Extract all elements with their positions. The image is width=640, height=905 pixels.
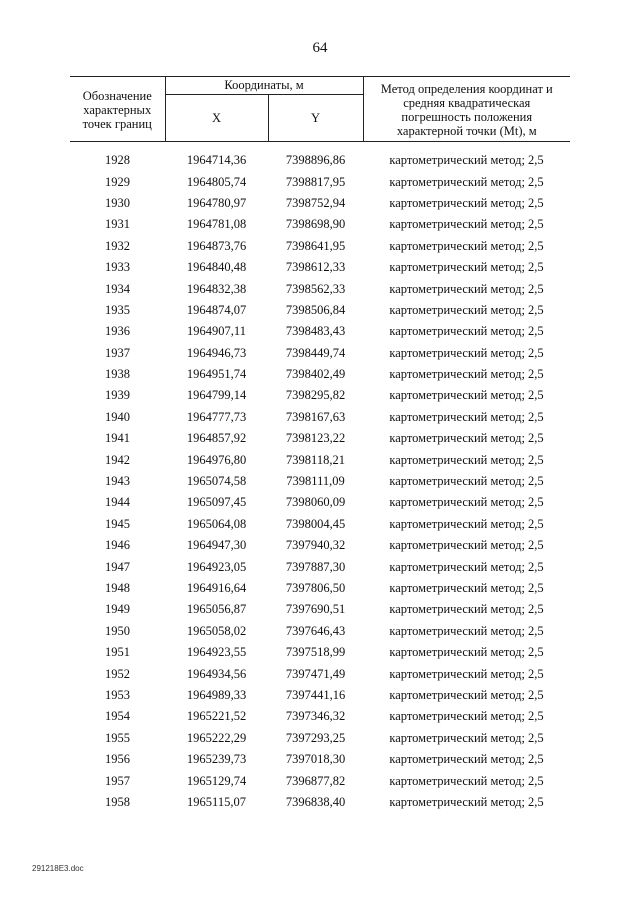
y-coordinate-cell: 7397441,16 [285, 687, 346, 702]
method-cell: картометрический метод; 2,5 [389, 602, 544, 617]
header-y: Y [268, 94, 363, 141]
table-row [70, 492, 570, 513]
table-row [70, 728, 570, 749]
table-row [70, 706, 570, 727]
y-coordinate-cell: 7398295,82 [285, 388, 346, 403]
x-coordinate-cell: 1964947,30 [186, 538, 247, 553]
method-cell: картометрический метод; 2,5 [389, 153, 544, 168]
point-number-cell: 1955 [105, 730, 130, 745]
y-coordinate-cell: 7398123,22 [285, 431, 346, 446]
table-row [70, 685, 570, 706]
method-cell: картометрический метод; 2,5 [389, 388, 544, 403]
header-coordinates: Координаты, м [165, 77, 363, 95]
table-row [70, 514, 570, 535]
method-cell: картометрический метод; 2,5 [389, 281, 544, 296]
method-cell: картометрический метод; 2,5 [389, 687, 544, 702]
method-cell: картометрический метод; 2,5 [389, 709, 544, 724]
method-cell: картометрический метод; 2,5 [389, 195, 544, 210]
coordinates-table [70, 76, 570, 813]
point-number-cell: 1934 [105, 281, 130, 296]
table-row [70, 535, 570, 556]
point-number-cell: 1945 [105, 516, 130, 531]
x-coordinate-cell: 1964934,56 [186, 666, 247, 681]
x-coordinate-cell: 1965058,02 [186, 623, 247, 638]
x-coordinate-cell: 1964857,92 [186, 431, 247, 446]
point-number-cell: 1944 [105, 495, 130, 510]
table-row [70, 257, 570, 278]
table-row [70, 236, 570, 257]
method-cell: картометрический метод; 2,5 [389, 409, 544, 424]
y-coordinate-cell: 7397646,43 [285, 623, 346, 638]
x-coordinate-cell: 1965129,74 [186, 773, 247, 788]
table-row [70, 428, 570, 449]
point-number-cell: 1939 [105, 388, 130, 403]
header-x: X [165, 94, 268, 141]
y-coordinate-cell: 7398118,21 [286, 452, 345, 467]
table-row [70, 556, 570, 577]
method-cell: картометрический метод; 2,5 [389, 538, 544, 553]
y-coordinate-cell: 7397471,49 [285, 666, 346, 681]
y-coordinate-cell: 7398641,95 [285, 238, 346, 253]
point-number-cell: 1952 [105, 666, 130, 681]
point-number-cell: 1953 [105, 687, 130, 702]
point-number-cell: 1931 [105, 217, 130, 232]
y-coordinate-cell: 7397887,30 [285, 559, 346, 574]
y-coordinate-cell: 7397518,99 [285, 645, 346, 660]
point-number-cell: 1950 [105, 623, 130, 638]
y-coordinate-cell: 7398483,43 [285, 324, 346, 339]
point-number-cell: 1947 [105, 559, 130, 574]
y-coordinate-cell: 7398562,33 [285, 281, 346, 296]
table-row [70, 214, 570, 235]
point-number-cell: 1946 [105, 538, 130, 553]
y-coordinate-cell: 7398612,33 [285, 260, 346, 275]
x-coordinate-cell: 1965097,45 [186, 495, 247, 510]
x-coordinate-cell: 1964907,11 [187, 324, 246, 339]
y-coordinate-cell: 7397940,32 [285, 538, 346, 553]
table-row [70, 599, 570, 620]
table-row [70, 578, 570, 599]
y-coordinate-cell: 7396838,40 [285, 794, 346, 809]
point-number-cell: 1930 [105, 195, 130, 210]
y-coordinate-cell: 7398004,45 [285, 516, 346, 531]
x-coordinate-cell: 1964946,73 [186, 345, 247, 360]
table-row [70, 749, 570, 770]
point-number-cell: 1937 [105, 345, 130, 360]
y-coordinate-cell: 7398506,84 [285, 302, 346, 317]
point-number-cell: 1943 [105, 474, 130, 489]
x-coordinate-cell: 1964777,73 [186, 409, 247, 424]
point-number-cell: 1928 [105, 153, 130, 168]
y-coordinate-cell: 7398896,86 [285, 153, 346, 168]
table-row [70, 171, 570, 192]
x-coordinate-cell: 1964714,36 [186, 153, 247, 168]
point-number-cell: 1954 [105, 709, 130, 724]
table-row [70, 471, 570, 492]
x-coordinate-cell: 1964923,55 [186, 645, 247, 660]
point-number-cell: 1951 [105, 645, 130, 660]
table-body [70, 142, 570, 814]
x-coordinate-cell: 1965221,52 [186, 709, 247, 724]
table-row [70, 343, 570, 364]
y-coordinate-cell: 7397346,32 [285, 709, 346, 724]
point-number-cell: 1940 [105, 409, 130, 424]
point-number-cell: 1942 [105, 452, 130, 467]
y-coordinate-cell: 7398817,95 [285, 174, 346, 189]
x-coordinate-cell: 1965056,87 [186, 602, 247, 617]
y-coordinate-cell: 7396877,82 [285, 773, 346, 788]
x-coordinate-cell: 1965074,58 [186, 474, 247, 489]
method-cell: картометрический метод; 2,5 [389, 516, 544, 531]
point-number-cell: 1936 [105, 324, 130, 339]
point-number-cell: 1958 [105, 794, 130, 809]
x-coordinate-cell: 1965064,08 [186, 516, 247, 531]
table-row [70, 321, 570, 342]
y-coordinate-cell: 7398111,09 [286, 474, 345, 489]
method-cell: картометрический метод; 2,5 [389, 581, 544, 595]
y-coordinate-cell: 7397806,50 [285, 581, 346, 595]
y-coordinate-cell: 7398449,74 [285, 345, 346, 360]
x-coordinate-cell: 1964976,80 [186, 452, 247, 467]
table-row [70, 150, 570, 171]
table-row [70, 364, 570, 385]
x-coordinate-cell: 1964805,74 [186, 174, 247, 189]
table-row [70, 642, 570, 663]
x-coordinate-cell: 1965239,73 [186, 752, 247, 767]
method-cell: картометрический метод; 2,5 [389, 174, 544, 189]
x-coordinate-cell: 1964781,08 [186, 217, 247, 232]
y-coordinate-cell: 7398060,09 [285, 495, 346, 510]
table-row [70, 407, 570, 428]
point-number-cell: 1938 [105, 367, 130, 382]
header-designation: Обозначение характерных точек границ [70, 77, 165, 142]
method-cell: картометрический метод; 2,5 [389, 474, 544, 489]
method-cell: картометрический метод; 2,5 [389, 559, 544, 574]
table-row [70, 449, 570, 470]
method-cell: картометрический метод; 2,5 [389, 217, 544, 232]
method-cell: картометрический метод; 2,5 [389, 324, 544, 339]
x-coordinate-cell: 1964840,48 [186, 260, 247, 275]
x-coordinate-cell: 1964923,05 [186, 559, 247, 574]
y-coordinate-cell: 7398167,63 [285, 409, 346, 424]
x-coordinate-cell: 1964951,74 [186, 367, 247, 382]
x-coordinate-cell: 1964799,14 [186, 388, 247, 403]
method-cell: картометрический метод; 2,5 [389, 645, 544, 660]
method-cell: картометрический метод; 2,5 [389, 773, 544, 788]
table-row [70, 385, 570, 406]
method-cell: картометрический метод; 2,5 [389, 431, 544, 446]
method-cell: картометрический метод; 2,5 [389, 302, 544, 317]
x-coordinate-cell: 1964832,38 [186, 281, 247, 296]
footer-file-code: 291218E3.doc [32, 864, 84, 873]
x-coordinate-cell: 1964916,64 [186, 581, 247, 595]
x-coordinate-cell: 1964874,07 [186, 302, 247, 317]
y-coordinate-cell: 7398698,90 [285, 217, 346, 232]
method-cell: картометрический метод; 2,5 [389, 794, 544, 809]
table-row [70, 663, 570, 684]
method-cell: картометрический метод; 2,5 [389, 666, 544, 681]
table-row [70, 770, 570, 791]
method-cell: картометрический метод; 2,5 [389, 623, 544, 638]
point-number-cell: 1948 [105, 581, 130, 595]
y-coordinate-cell: 7397293,25 [285, 730, 346, 745]
table-row [70, 792, 570, 813]
table-header [70, 77, 570, 142]
y-coordinate-cell: 7397018,30 [285, 752, 346, 767]
x-coordinate-cell: 1964780,97 [186, 195, 247, 210]
point-number-cell: 1932 [105, 238, 130, 253]
point-number-cell: 1941 [105, 431, 130, 446]
method-cell: картометрический метод; 2,5 [389, 730, 544, 745]
page-number: 64 [312, 40, 328, 56]
method-cell: картометрический метод; 2,5 [389, 752, 544, 767]
y-coordinate-cell: 7398402,49 [285, 367, 346, 382]
table-row [70, 300, 570, 321]
method-cell: картометрический метод; 2,5 [389, 367, 544, 382]
table-row [70, 278, 570, 299]
x-coordinate-cell: 1964989,33 [186, 687, 247, 702]
point-number-cell: 1956 [105, 752, 130, 767]
point-number-cell: 1933 [105, 260, 130, 275]
x-coordinate-cell: 1965222,29 [186, 730, 247, 745]
header-spacer [70, 142, 570, 151]
table-row [70, 621, 570, 642]
method-cell: картометрический метод; 2,5 [389, 452, 544, 467]
y-coordinate-cell: 7398752,94 [285, 195, 346, 210]
point-number-cell: 1929 [105, 174, 130, 189]
header-method: Метод определения координат и средняя квадратическая погрешность положения характерной точки (Mt), м [363, 77, 570, 142]
method-cell: картометрический метод; 2,5 [389, 345, 544, 360]
y-coordinate-cell: 7397690,51 [285, 602, 346, 617]
point-number-cell: 1935 [105, 302, 130, 317]
x-coordinate-cell: 1964873,76 [186, 238, 247, 253]
table-row [70, 193, 570, 214]
point-number-cell: 1957 [105, 773, 130, 788]
x-coordinate-cell: 1965115,07 [187, 794, 246, 809]
method-cell: картометрический метод; 2,5 [389, 495, 544, 510]
method-cell: картометрический метод; 2,5 [389, 238, 544, 253]
method-cell: картометрический метод; 2,5 [389, 260, 544, 275]
point-number-cell: 1949 [105, 602, 130, 617]
